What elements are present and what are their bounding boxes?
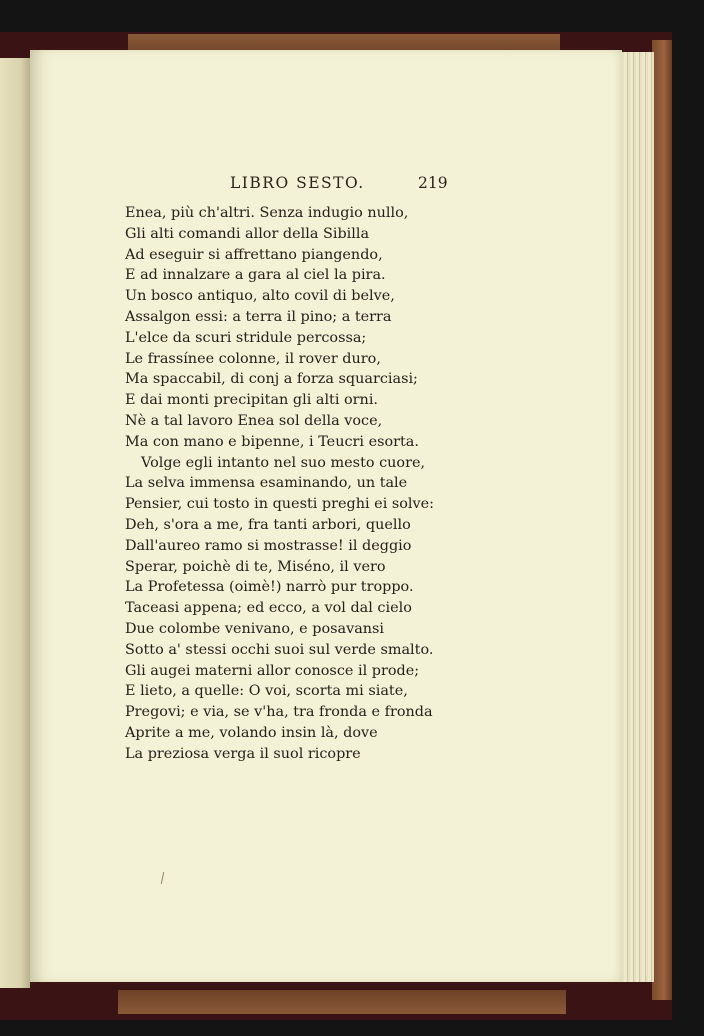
verse-line: Pregovi; e via, se v'ha, tra fronda e fronda [125,704,433,721]
verse-line: E dai monti precipitan gli alti orni. [125,392,378,409]
verse-line: Sotto a' stessi occhi suoi sul verde smalto. [125,641,434,658]
verse-line: Ma con mano e bipenne, i Teucri esorta. [125,433,419,450]
book-page [30,50,622,982]
verse-line: La preziosa verga il suol ricopre [125,745,361,762]
verse-line: Nè a tal lavoro Enea sol della voce, [125,412,383,429]
verse-line: E lieto, a quelle: O voi, scorta mi siate, [125,683,408,700]
verse-line: E ad innalzare a gara al ciel la pira. [125,267,386,284]
verse-line: Le frassínee colonne, il rover duro, [125,350,381,367]
cover-board-right [652,40,672,1000]
verse-line: Gli alti comandi allor della Sibilla [125,225,370,242]
page-header [30,174,622,198]
verse-line: Ad eseguir si affrettano piangendo, [125,246,383,263]
left-page-edge [0,58,30,988]
stray-pen-mark [161,872,164,884]
verse-line: Volge egli intanto nel suo mesto cuore, [141,454,426,471]
verse-line: Enea, più ch'altri. Senza indugio nullo, [125,205,409,221]
verse-line: Due colombe venivano, e posavansi [125,620,385,637]
verse-line: Ma spaccabil, di conj a forza squarciasi; [125,371,418,388]
cover-board-bottom [118,990,566,1014]
verse-line: La selva immensa esaminando, un tale [125,475,408,492]
verse-line: Taceasi appena; ed ecco, a vol dal cielo [125,600,412,617]
verse-line: Sperar, poichè di te, Miséno, il vero [125,558,386,575]
running-title: LIBRO SESTO. [230,174,365,192]
verse-line: Assalgon essi: a terra il pino; a terra [125,308,392,325]
verse-line: Gli augei materni allor conosce il prode; [125,662,420,679]
verse-line: Deh, s'ora a me, fra tanti arbori, quello [125,516,411,533]
page-number: 219 [418,174,448,192]
verse-line: Dall'aureo ramo si mostrasse! il deggio [125,537,412,554]
page-block-edges [618,52,654,982]
verse-text [125,203,525,765]
verse-line: Aprite a me, volando insin là, dove [125,724,378,741]
verse-line: Un bosco antiquo, alto covil di belve, [125,288,395,305]
verse-line: L'elce da scuri stridule percossa; [125,329,367,346]
verse-line: La Profetessa (oimè!) narrò pur troppo. [125,579,414,596]
verse-line: Pensier, cui tosto in questi preghi ei solve: [125,496,435,513]
